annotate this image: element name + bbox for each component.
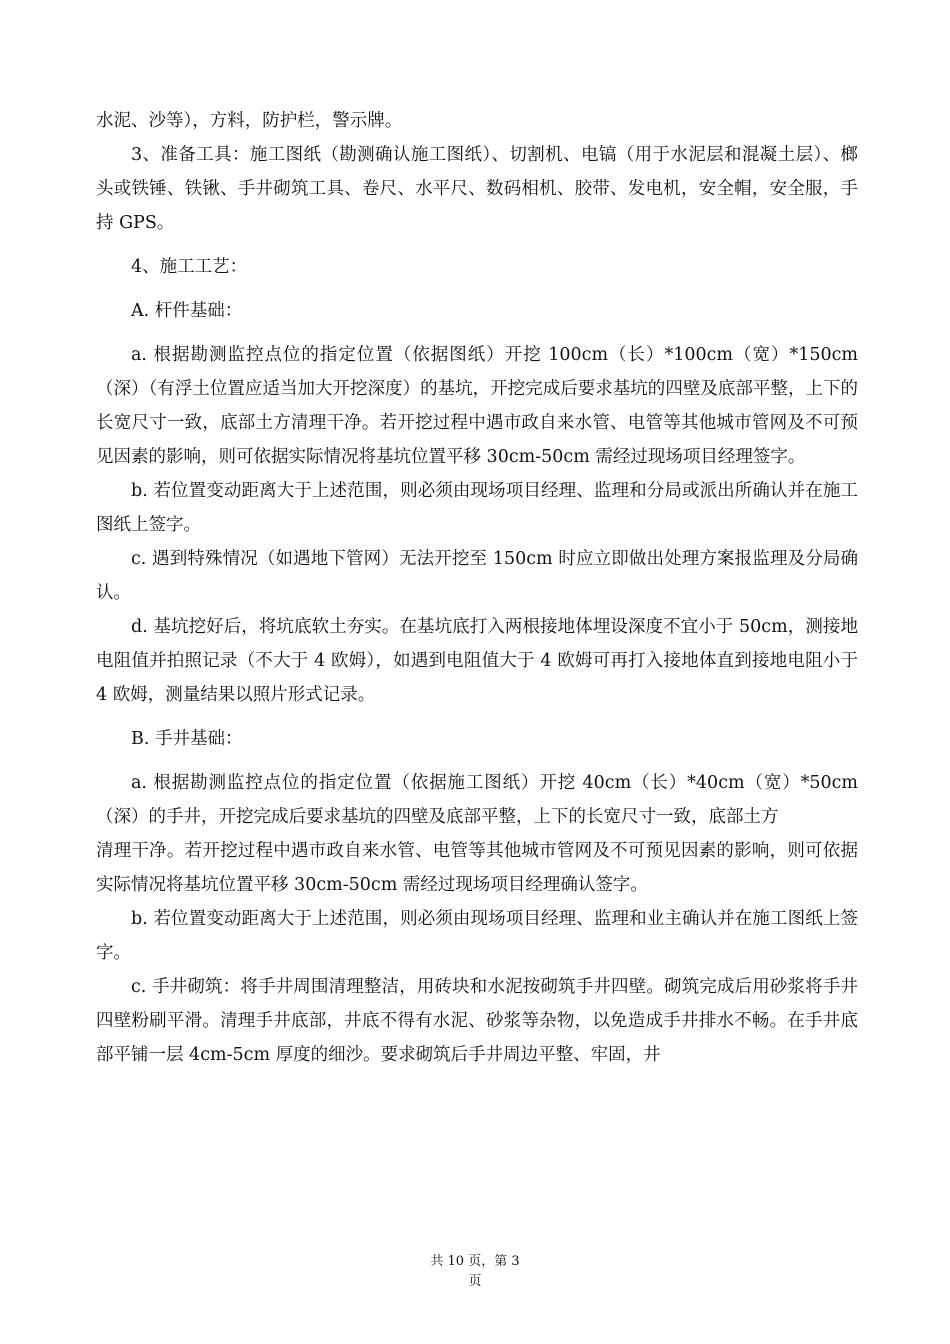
page-number-line2: 页 — [468, 1274, 482, 1289]
body-text — [96, 104, 858, 1072]
paragraph-handwell-a-cont: 清理干净。若开挖过程中遇市政自来水管、电管等其他城市管网及不可预见因素的影响，则可依据实际情况将基坑位置平移 30cm-50cm 需经过现场项目经理确认签字。 — [96, 841, 858, 895]
paragraph-handwell-a: a. 根据勘测监控点位的指定位置（依据施工图纸）开挖 40cm（长）*40cm（宽）*50cm（深）的手井，开挖完成后要求基坑的四壁及底部平整，上下的长宽尺寸一致，底部土方 — [96, 773, 858, 827]
heading-handwell-foundation: B. 手井基础： — [131, 729, 243, 749]
heading-process: 4、施工工艺： — [131, 257, 248, 277]
paragraph-materials-end: 水泥、沙等），方料，防护栏，警示牌。 — [96, 111, 403, 131]
paragraph-pole-a: a. 根据勘测监控点位的指定位置（依据图纸）开挖 100cm（长）*100cm（宽）*150cm（深）（有浮土位置应适当加大开挖深度）的基坑，开挖完成后要求基坑的四壁及底部平整，上下的长宽尺寸一致，底部土方清理干净。若开挖过程中遇市政自来水管、电管等其他城市管网及不可预见因素的影响，则可依据实际情况将基坑位置平移 30cm-50cm 需经过现场项目经理签字。 — [96, 345, 858, 467]
page-number-line1: 共 10 页，第 3 — [430, 1254, 520, 1269]
paragraph-tools: 3、准备工具：施工图纸（勘测确认施工图纸）、切割机、电镐（用于水泥层和混凝土层）、榔头或铁锤、铁锹、手井砌筑工具、卷尺、水平尺、数码相机、胶带、发电机，安全帽，安全服，手持 GPS。 — [96, 145, 858, 233]
paragraph-pole-c: c. 遇到特殊情况（如遇地下管网）无法开挖至 150cm 时应立即做出处理方案报监理及分局确认。 — [96, 549, 858, 603]
page-footer — [0, 1252, 950, 1292]
paragraph-pole-d: d. 基坑挖好后，将坑底软土夯实。在基坑底打入两根接地体埋设深度不宜小于 50cm，测接地电阻值并拍照记录（不大于 4 欧姆），如遇到电阻值大于 4 欧姆可再打入接地体直到接地电阻小于 4 欧姆，测量结果以照片形式记录。 — [96, 617, 858, 705]
paragraph-pole-b: b. 若位置变动距离大于上述范围，则必须由现场项目经理、监理和分局或派出所确认并在施工图纸上签字。 — [96, 481, 858, 535]
heading-pole-foundation: A. 杆件基础： — [131, 301, 243, 321]
paragraph-handwell-b: b. 若位置变动距离大于上述范围，则必须由现场项目经理、监理和业主确认并在施工图纸上签字。 — [96, 909, 858, 963]
paragraph-handwell-c: c. 手井砌筑：将手井周围清理整洁，用砖块和水泥按砌筑手井四壁。砌筑完成后用砂浆将手井四壁粉刷平滑。清理手井底部，井底不得有水泥、砂浆等杂物，以免造成手井排水不畅。在手井底部平铺一层 4cm-5cm 厚度的细沙。要求砌筑后手井周边平整、牢固，井 — [96, 977, 858, 1065]
